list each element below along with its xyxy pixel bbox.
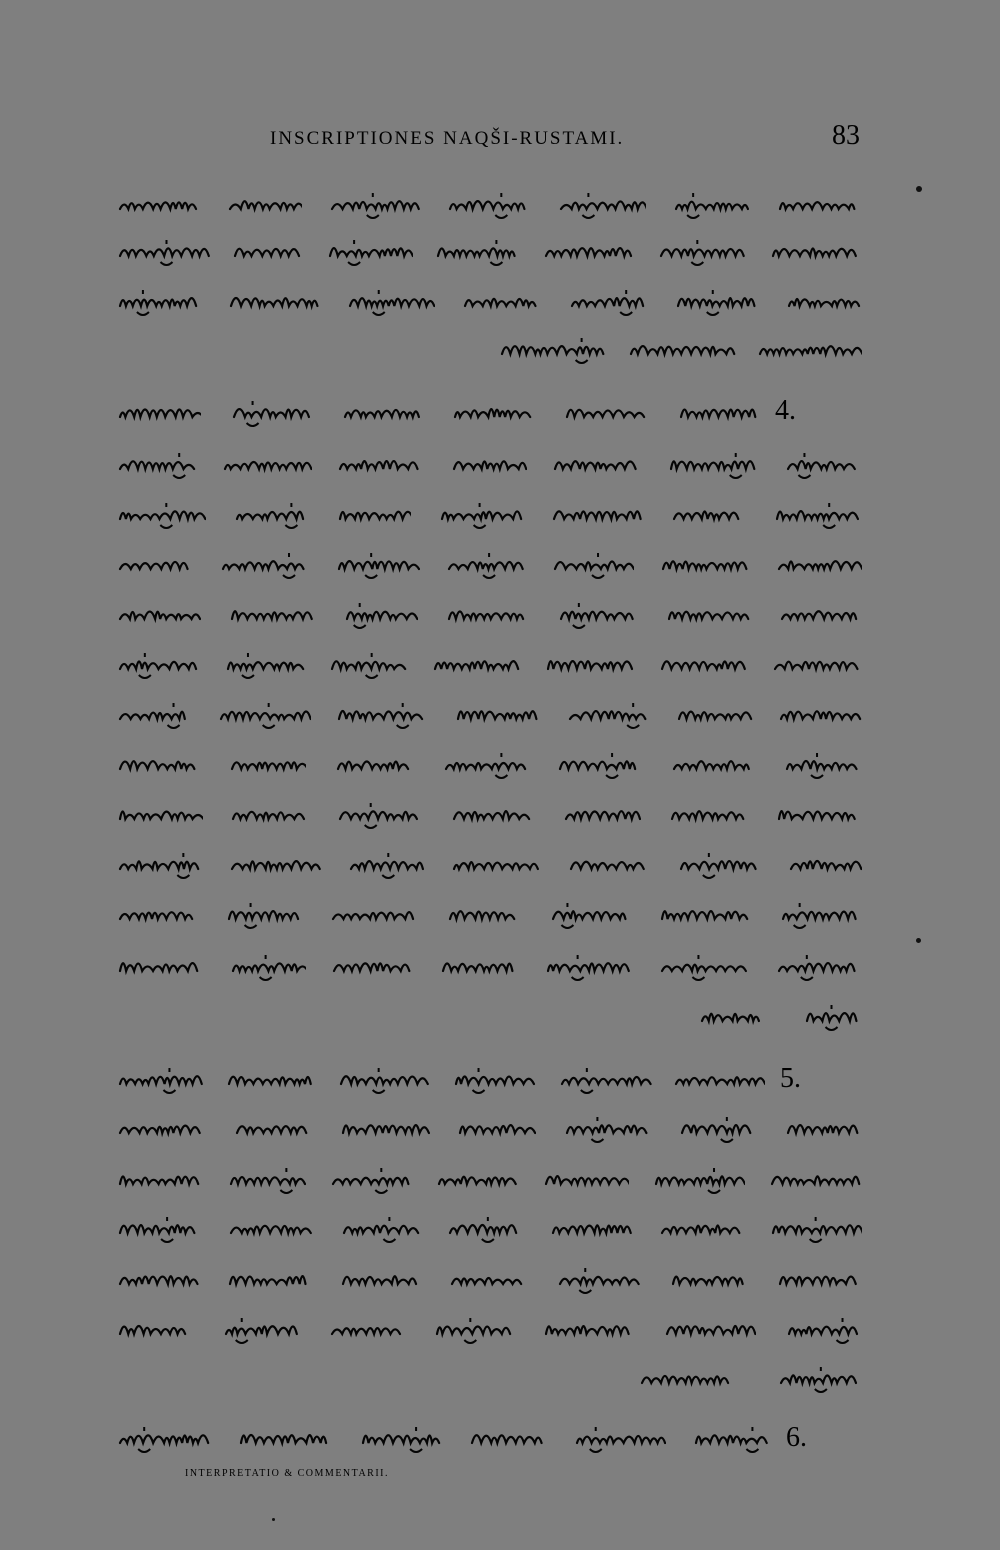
script-word-glyphs [231, 801, 309, 831]
script-word-glyphs [228, 1266, 312, 1296]
script-word-glyphs [118, 501, 206, 531]
script-word-glyphs [118, 601, 201, 631]
script-word-glyphs [227, 901, 301, 931]
script-word-glyphs [456, 701, 542, 731]
script-word-glyphs [458, 1115, 536, 1145]
script-line [500, 333, 862, 369]
script-word-glyphs [227, 1066, 317, 1096]
script-word-glyphs [228, 191, 302, 221]
script-line [118, 950, 862, 986]
script-word-glyphs [679, 851, 761, 881]
section-number-4: 4. [775, 395, 796, 426]
script-word-glyphs [777, 953, 862, 983]
script-word-glyphs [349, 851, 425, 881]
script-word-glyphs [771, 238, 862, 268]
script-word-glyphs [337, 551, 420, 581]
script-word-glyphs [660, 901, 751, 931]
script-word-glyphs [330, 651, 410, 681]
script-word-glyphs [331, 1166, 412, 1196]
script-word-glyphs [448, 901, 521, 931]
script-word-glyphs [570, 288, 648, 318]
script-word-glyphs [544, 1316, 633, 1346]
script-line [118, 396, 760, 432]
script-word-glyphs [441, 953, 519, 983]
script-word-glyphs [437, 1166, 519, 1196]
script-word-glyphs [670, 801, 749, 831]
script-line [118, 498, 862, 534]
script-word-glyphs [452, 801, 536, 831]
script-word-glyphs [558, 751, 642, 781]
script-word-glyphs [659, 238, 748, 268]
script-word-glyphs [118, 191, 200, 221]
script-word-glyphs [551, 901, 629, 931]
script-line [118, 548, 862, 584]
script-word-glyphs [223, 451, 312, 481]
script-word-glyphs [229, 1166, 306, 1196]
script-word-glyphs [778, 1266, 862, 1296]
script-word-glyphs [348, 288, 435, 318]
section-number-5: 5. [780, 1063, 801, 1094]
script-line [118, 798, 862, 834]
script-word-glyphs [674, 1066, 765, 1096]
script-word-glyphs [118, 1316, 193, 1346]
script-line [700, 1000, 862, 1036]
script-word-glyphs [665, 1316, 756, 1346]
script-word-glyphs [345, 601, 418, 631]
script-word-glyphs [805, 1003, 862, 1033]
script-word-glyphs [786, 451, 862, 481]
script-word-glyphs [444, 751, 527, 781]
script-word-glyphs [779, 1365, 862, 1395]
script-word-glyphs [544, 238, 636, 268]
script-word-glyphs [219, 701, 311, 731]
script-word-glyphs [450, 1266, 529, 1296]
script-word-glyphs [679, 399, 760, 429]
script-word-glyphs [229, 288, 321, 318]
script-word-glyphs [559, 601, 638, 631]
script-line [118, 1212, 862, 1248]
script-word-glyphs [118, 701, 192, 731]
script-word-glyphs [330, 191, 421, 221]
script-word-glyphs [338, 801, 424, 831]
script-word-glyphs [118, 1066, 205, 1096]
script-word-glyphs [559, 191, 646, 221]
script-word-glyphs [553, 451, 642, 481]
script-word-glyphs [779, 701, 862, 731]
script-word-glyphs [454, 1066, 538, 1096]
script-word-glyphs [560, 1066, 652, 1096]
script-word-glyphs [565, 399, 648, 429]
script-line [118, 698, 862, 734]
script-word-glyphs [694, 1425, 770, 1455]
script-line [118, 448, 862, 484]
ink-speck [916, 186, 922, 192]
script-word-glyphs [777, 801, 862, 831]
script-word-glyphs [338, 451, 425, 481]
script-word-glyphs [680, 1115, 757, 1145]
script-word-glyphs [558, 1266, 642, 1296]
script-line [118, 1422, 770, 1458]
script-word-glyphs [328, 238, 413, 268]
script-word-glyphs [669, 451, 760, 481]
script-word-glyphs [332, 953, 415, 983]
script-word-glyphs [341, 1266, 421, 1296]
script-word-glyphs [118, 451, 196, 481]
script-word-glyphs [436, 238, 521, 268]
script-word-glyphs [672, 751, 755, 781]
script-line [118, 1313, 862, 1349]
script-line [118, 235, 862, 271]
script-word-glyphs [758, 336, 862, 366]
script-word-glyphs [118, 1215, 202, 1245]
script-word-glyphs [229, 1215, 314, 1245]
script-word-glyphs [118, 901, 196, 931]
script-word-glyphs [118, 288, 201, 318]
ink-speck [272, 1518, 275, 1521]
script-word-glyphs [777, 551, 862, 581]
script-word-glyphs [232, 399, 312, 429]
script-word-glyphs [629, 336, 736, 366]
script-word-glyphs [118, 238, 210, 268]
script-line [118, 598, 862, 634]
section-number-6: 6. [786, 1422, 807, 1453]
script-word-glyphs [778, 191, 862, 221]
script-word-glyphs [336, 751, 414, 781]
script-line [118, 1063, 765, 1099]
script-word-glyphs [235, 1115, 312, 1145]
script-line [118, 898, 862, 934]
script-word-glyphs [118, 551, 194, 581]
script-word-glyphs [118, 1115, 206, 1145]
script-line [118, 648, 862, 684]
script-word-glyphs [447, 601, 531, 631]
script-word-glyphs [671, 1266, 749, 1296]
script-word-glyphs [789, 851, 862, 881]
script-word-glyphs [546, 651, 637, 681]
script-word-glyphs [343, 399, 421, 429]
script-word-glyphs [452, 851, 541, 881]
script-line [640, 1362, 862, 1398]
script-word-glyphs [771, 1215, 862, 1245]
script-word-glyphs [118, 399, 201, 429]
script-word-glyphs [235, 501, 310, 531]
page-header [270, 120, 860, 156]
script-line [118, 1112, 862, 1148]
script-word-glyphs [660, 953, 751, 983]
script-word-glyphs [787, 288, 862, 318]
script-word-glyphs [331, 901, 417, 931]
script-word-glyphs [447, 551, 527, 581]
printers-signature: INTERPRETATIO & COMMENTARII. [185, 1468, 390, 1479]
script-word-glyphs [118, 651, 203, 681]
script-line [118, 1163, 862, 1199]
script-word-glyphs [773, 651, 862, 681]
script-word-glyphs [448, 1215, 524, 1245]
script-word-glyphs [453, 399, 534, 429]
script-word-glyphs [700, 1003, 762, 1033]
script-word-glyphs [337, 701, 429, 731]
script-word-glyphs [674, 191, 750, 221]
script-word-glyphs [226, 651, 307, 681]
script-word-glyphs [569, 851, 651, 881]
script-word-glyphs [672, 501, 746, 531]
script-word-glyphs [552, 501, 644, 531]
script-word-glyphs [341, 1115, 430, 1145]
script-word-glyphs [770, 1166, 862, 1196]
script-word-glyphs [339, 1066, 433, 1096]
script-word-glyphs [224, 1316, 298, 1346]
script-word-glyphs [221, 551, 311, 581]
page-number: 83 [832, 120, 860, 151]
script-word-glyphs [230, 851, 321, 881]
script-word-glyphs [118, 751, 200, 781]
script-word-glyphs [775, 501, 862, 531]
script-word-glyphs [568, 701, 650, 731]
running-title: INSCRIPTIONES NAQŠI-RUSTAMI. [270, 128, 625, 149]
script-word-glyphs [654, 1166, 745, 1196]
script-line [118, 188, 862, 224]
script-word-glyphs [660, 651, 750, 681]
script-word-glyphs [677, 701, 753, 731]
script-line [118, 848, 862, 884]
script-word-glyphs [230, 751, 306, 781]
script-word-glyphs [452, 451, 527, 481]
script-word-glyphs [448, 191, 531, 221]
script-word-glyphs [463, 288, 543, 318]
script-word-glyphs [338, 501, 411, 531]
script-word-glyphs [667, 601, 752, 631]
script-word-glyphs [433, 651, 522, 681]
script-word-glyphs [231, 953, 306, 983]
script-word-glyphs [565, 1115, 651, 1145]
script-word-glyphs [500, 336, 606, 366]
script-word-glyphs [230, 601, 317, 631]
script-word-glyphs [239, 1425, 333, 1455]
script-word-glyphs [435, 1316, 513, 1346]
script-word-glyphs [470, 1425, 547, 1455]
script-word-glyphs [781, 901, 862, 931]
script-word-glyphs [118, 953, 205, 983]
script-word-glyphs [553, 551, 634, 581]
script-word-glyphs [330, 1316, 404, 1346]
script-word-glyphs [676, 288, 760, 318]
script-word-glyphs [544, 1166, 629, 1196]
script-line [118, 748, 862, 784]
script-word-glyphs [118, 1425, 211, 1455]
script-word-glyphs [564, 801, 641, 831]
script-word-glyphs [118, 851, 202, 881]
script-word-glyphs [786, 1115, 862, 1145]
script-word-glyphs [118, 801, 203, 831]
script-word-glyphs [780, 601, 862, 631]
script-word-glyphs [787, 1316, 862, 1346]
script-word-glyphs [551, 1215, 632, 1245]
script-word-glyphs [575, 1425, 666, 1455]
script-word-glyphs [785, 751, 862, 781]
script-word-glyphs [118, 1266, 199, 1296]
script-word-glyphs [233, 238, 305, 268]
script-line [118, 1263, 862, 1299]
script-word-glyphs [361, 1425, 441, 1455]
script-word-glyphs [661, 551, 751, 581]
script-word-glyphs [440, 501, 523, 531]
script-word-glyphs [118, 1166, 204, 1196]
script-line [118, 285, 862, 321]
script-word-glyphs [660, 1215, 744, 1245]
script-word-glyphs [342, 1215, 421, 1245]
ink-speck [916, 938, 921, 943]
script-word-glyphs [640, 1365, 733, 1395]
script-word-glyphs [546, 953, 634, 983]
